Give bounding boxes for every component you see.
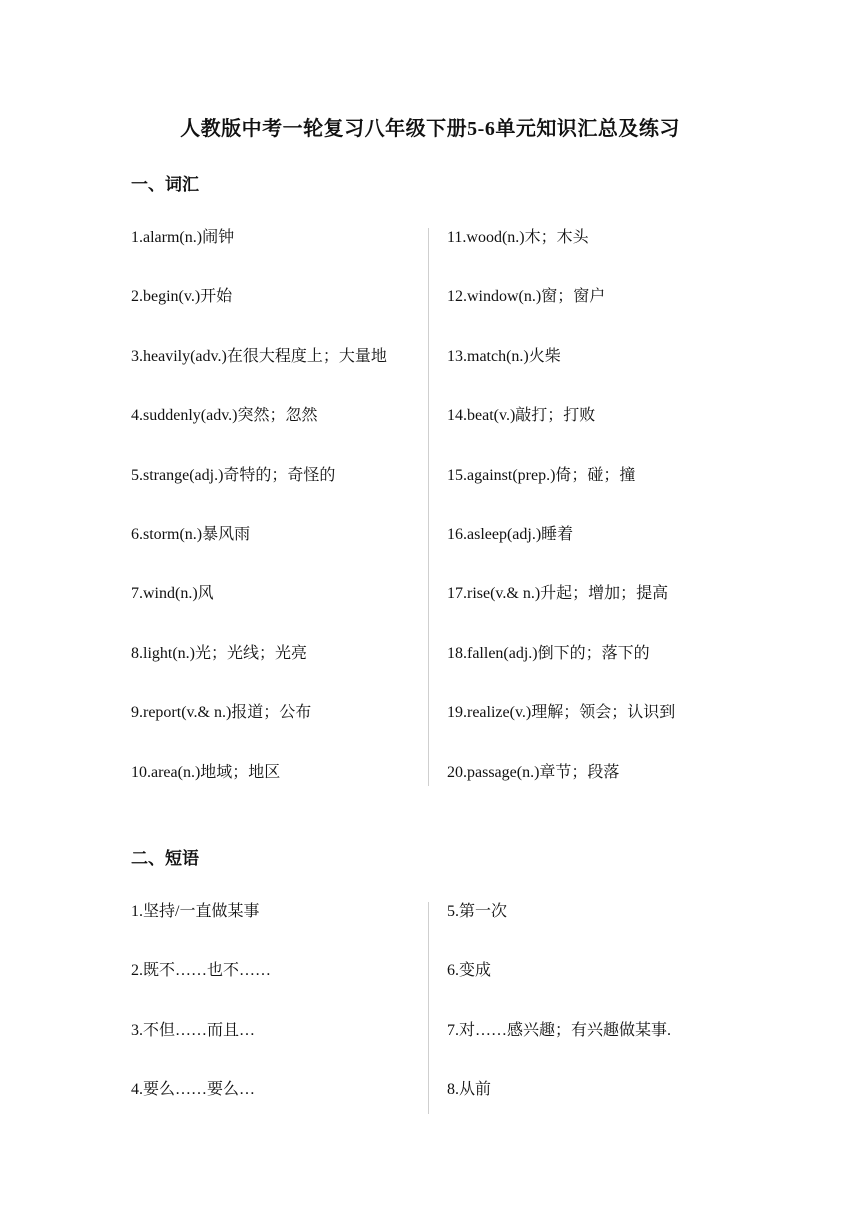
section-heading-vocabulary: 一、词汇 (131, 175, 199, 194)
vocabulary-item: 11.wood(n.)木；木头 (447, 229, 589, 246)
phrase-item: 5.第一次 (447, 903, 508, 920)
document-title: 人教版中考一轮复习八年级下册5-6单元知识汇总及练习 (180, 118, 680, 140)
vocabulary-item: 1.alarm(n.)闹钟 (131, 229, 235, 246)
vocabulary-item: 3.heavily(adv.)在很大程度上；大量地 (131, 347, 387, 365)
vocabulary-item: 19.realize(v.)理解；领会；认识到 (447, 704, 676, 722)
phrase-item: 6.变成 (447, 962, 492, 980)
phrase-item: 1.坚持/一直做某事 (131, 903, 260, 920)
vocabulary-item: 13.match(n.)火柴 (447, 347, 561, 365)
vocabulary-item: 5.strange(adj.)奇特的；奇怪的 (131, 466, 336, 484)
vocabulary-item: 16.asleep(adj.)睡着 (447, 526, 574, 543)
vocabulary-item: 9.report(v.& n.)报道；公布 (131, 704, 312, 722)
vocabulary-item: 10.area(n.)地域；地区 (131, 763, 281, 781)
vocabulary-item: 2.begin(v.)开始 (131, 288, 233, 306)
vocabulary-item: 12.window(n.)窗；窗户 (447, 288, 606, 306)
column-divider (428, 902, 429, 1114)
section-heading-phrases: 二、短语 (131, 849, 199, 868)
phrase-item: 8.从前 (447, 1081, 492, 1099)
phrase-item: 4.要么……要么… (131, 1081, 256, 1099)
phrase-item: 2.既不……也不…… (131, 962, 272, 980)
vocabulary-item: 14.beat(v.)敲打；打败 (447, 407, 596, 425)
vocabulary-item: 4.suddenly(adv.)突然；忽然 (131, 407, 318, 425)
vocabulary-item: 7.wind(n.)风 (131, 585, 214, 603)
vocabulary-item: 20.passage(n.)章节；段落 (447, 763, 620, 781)
vocabulary-item: 17.rise(v.& n.)升起；增加；提高 (447, 585, 669, 603)
vocabulary-item: 6.storm(n.)暴风雨 (131, 526, 251, 543)
vocabulary-item: 8.light(n.)光；光线；光亮 (131, 644, 307, 662)
column-divider (428, 228, 429, 786)
phrase-item: 3.不但……而且… (131, 1021, 256, 1039)
vocabulary-item: 15.against(prep.)倚；碰；撞 (447, 466, 636, 484)
vocabulary-item: 18.fallen(adj.)倒下的；落下的 (447, 644, 650, 662)
phrase-item: 7.对……感兴趣；有兴趣做某事. (447, 1021, 672, 1039)
